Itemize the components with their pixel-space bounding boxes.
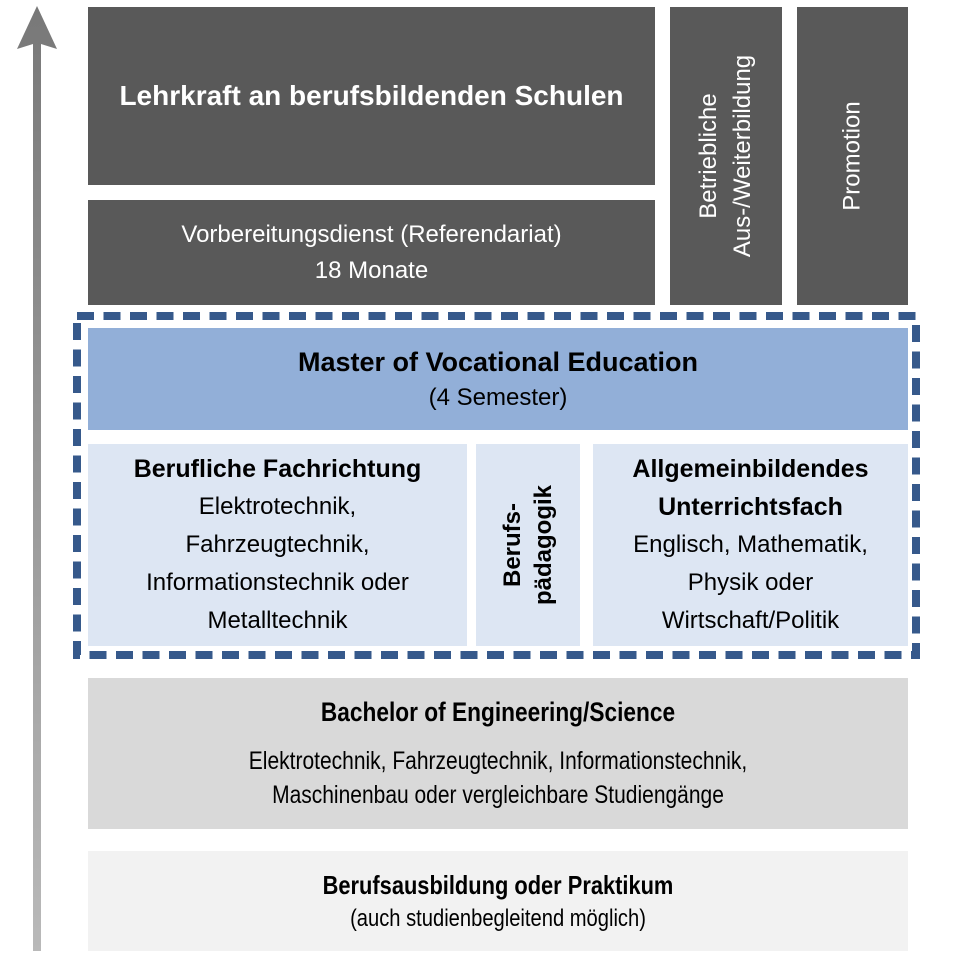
company-training-line-2: Aus-/Weiterbildung [729, 54, 757, 258]
teacher-box [88, 7, 655, 185]
vocational-specialization-title: Berufliche Fachrichtung [133, 455, 422, 483]
company-training-line-1: Betriebliche [695, 93, 723, 219]
bachelor-degree-title: Bachelor of Engineering/Science [320, 696, 676, 727]
vocational-pedagogy-vertical-text [497, 485, 559, 605]
apprenticeship-text [154, 868, 843, 935]
preparatory-service-line-2: 18 Monate [314, 256, 429, 284]
preparatory-service-box [88, 200, 655, 305]
vocational-specialization-line-3: Informationstechnik oder [146, 569, 409, 596]
promotion-label: Promotion [838, 101, 866, 211]
apprenticeship-subtitle: (auch studienbegleitend möglich) [350, 904, 646, 932]
master-degree-box [88, 328, 908, 430]
apprenticeship-title: Berufsausbildung oder Praktikum [322, 869, 674, 900]
vocational-specialization-line-4: Metalltechnik [207, 607, 348, 634]
company-training-vertical-text [692, 55, 760, 257]
vocational-pedagogy-line-1: Berufs- [499, 502, 527, 588]
general-subject-box [593, 444, 908, 646]
bachelor-degree-line-2: Maschinenbau oder vergleichbare Studiengänge [272, 780, 724, 809]
vocational-pedagogy-box [476, 444, 580, 646]
vocational-specialization-box [88, 444, 467, 646]
teacher-box-title: Lehrkraft an berufsbildenden Schulen [119, 80, 624, 111]
vocational-pedagogy-line-2: pädagogik [530, 484, 558, 606]
bachelor-degree-text [154, 696, 843, 812]
general-subject-line-2: Physik oder [687, 569, 814, 596]
master-degree-subtitle: (4 Semester) [428, 384, 568, 411]
promotion-vertical-text [835, 101, 869, 210]
master-degree-title: Master of Vocational Education [297, 347, 699, 377]
promotion-box [797, 7, 908, 305]
company-training-box [670, 7, 782, 305]
apprenticeship-box [88, 851, 908, 951]
bachelor-degree-line-1: Elektrotechnik, Fahrzeugtechnik, Informationstechnik, [248, 746, 748, 775]
general-subject-line-3: Wirtschaft/Politik [661, 607, 840, 634]
general-subject-title-line-1: Allgemeinbildendes [632, 455, 869, 483]
general-subject-line-1: Englisch, Mathematik, [633, 531, 868, 558]
preparatory-service-line-1: Vorbereitungsdienst (Referendariat) [181, 220, 562, 248]
general-subject-title-line-2: Unterrichtsfach [658, 493, 843, 521]
bachelor-degree-box [88, 678, 908, 829]
vocational-specialization-line-1: Elektrotechnik, [198, 493, 357, 520]
vocational-specialization-line-2: Fahrzeugtechnik, [185, 531, 370, 558]
